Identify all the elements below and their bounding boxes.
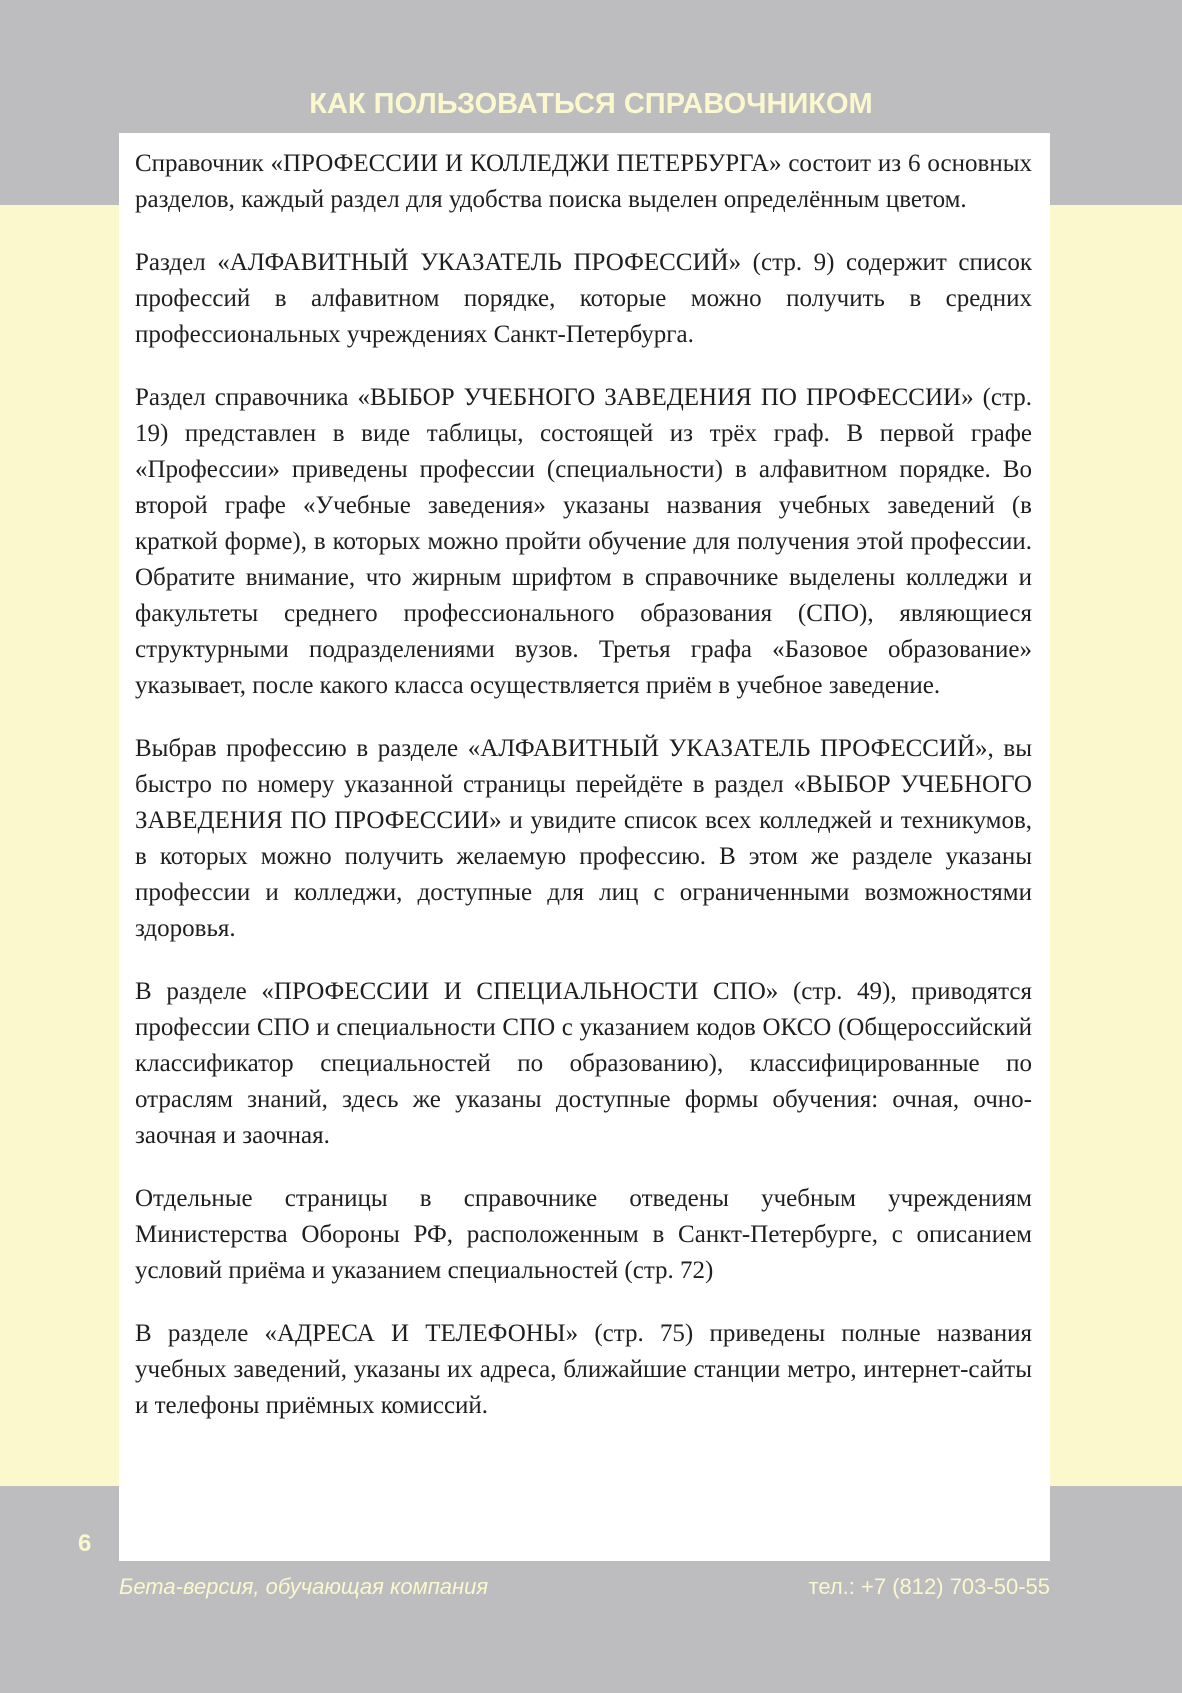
paragraph-addresses: В разделе «АДРЕСА И ТЕЛЕФОНЫ» (стр. 75) приведены полные названия учебных заведений, указаны их адреса, ближайшие станции метро, интернет-сайты и телефоны приёмных комиссий. bbox=[135, 1320, 1032, 1419]
paragraph-defense-ministry: Отдельные страницы в справочнике отведены учебным учреждениям Министерства Обороны РФ, расположенным в Санкт-Петербурге, с описанием условий приёма и указанием специальностей (стр. 72) bbox=[135, 1185, 1032, 1284]
page-number: 6 bbox=[78, 1530, 92, 1557]
paragraph-alphabetical-index: Раздел «АЛФАВИТНЫЙ УКАЗАТЕЛЬ ПРОФЕССИЙ» (стр. 9) содержит список профессий в алфавитном порядке, которые можно получить в средних профессиональных учреждениях Санкт-Петербурга. bbox=[135, 249, 1032, 348]
paragraph-intro: Справочник «ПРОФЕССИИ И КОЛЛЕДЖИ ПЕТЕРБУРГА» состоит из 6 основных разделов, каждый раздел для удобства поиска выделен определённым цветом. bbox=[135, 150, 1032, 213]
paragraph-institution-choice: Раздел справочника «ВЫБОР УЧЕБНОГО ЗАВЕДЕНИЯ ПО ПРОФЕССИИ» (стр. 19) представлен в виде таблицы, состоящей из трёх граф. В первой графе «Профессии» приведены профессии (специальности) в алфавитном порядке. Во второй графе «Учебные заведения» указаны названия учебных заведений (в краткой форме), в которых можно пройти обучение для получения этой профессии. Обратите внимание, что жирным шрифтом в справочнике выделены колледжи и факультеты среднего профессионального образования (СПО), являющиеся структурными подразделениями вузов. Третья графа «Базовое образование» указывает, после какого класса осуществляется приём в учебное заведение. bbox=[135, 384, 1032, 699]
footer-phone: тел.: +7 (812) 703-50-55 bbox=[808, 1574, 1050, 1599]
paragraph-navigation-tip: Выбрав профессию в разделе «АЛФАВИТНЫЙ УКАЗАТЕЛЬ ПРОФЕССИЙ», вы быстро по номеру указанной страницы перейдёте в раздел «ВЫБОР УЧЕБНОГО ЗАВЕДЕНИЯ ПО ПРОФЕССИИ» и увидите список всех колледжей и техникумов, в которых можно получить желаемую профессию. В этом же разделе указаны профессии и колледжи, доступные для лиц с ограниченными возможностями здоровья. bbox=[135, 735, 1032, 942]
page-title: КАК ПОЛЬЗОВАТЬСЯ СПРАВОЧНИКОМ bbox=[309, 88, 873, 120]
footer-company: Бета-версия, обучающая компания bbox=[119, 1574, 489, 1599]
content-card bbox=[119, 133, 1050, 1561]
paragraph-specialties: В разделе «ПРОФЕССИИ И СПЕЦИАЛЬНОСТИ СПО» (стр. 49), приводятся профессии СПО и специальности СПО с указанием кодов ОКСО (Общероссийский классификатор специальностей по образованию), классифицированные по отраслям знаний, здесь же указаны доступные формы обучения: очная, очно-заочная и заочная. bbox=[135, 978, 1032, 1149]
